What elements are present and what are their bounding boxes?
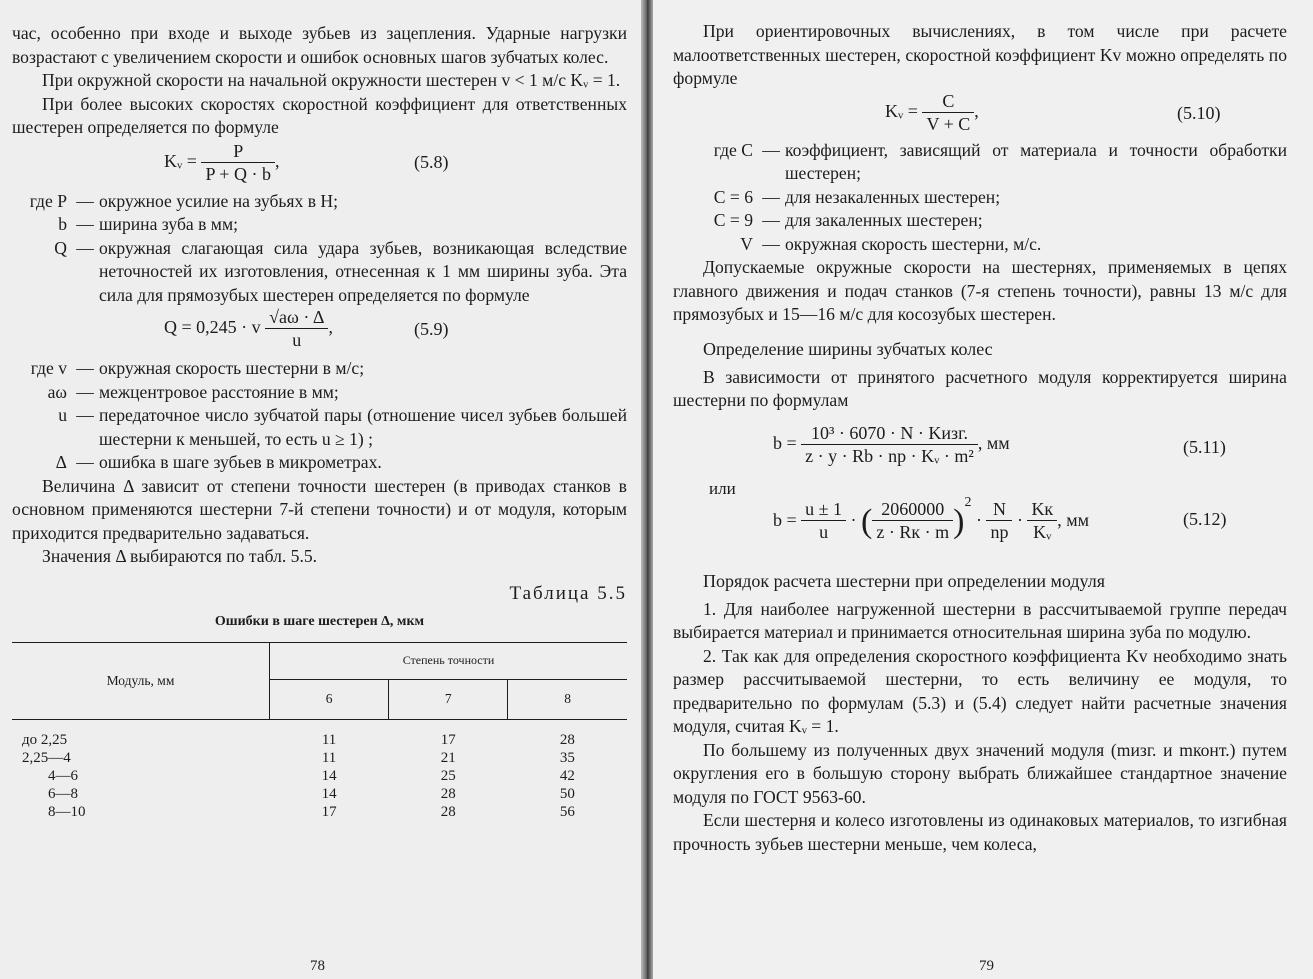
definition-symbol: b bbox=[58, 214, 67, 234]
formula-denominator: z · y · Rb · nр · Kᵥ · m² bbox=[805, 445, 974, 466]
formula-numerator: u ± 1 bbox=[801, 499, 846, 521]
error-table bbox=[12, 642, 627, 822]
table-cell: 17 bbox=[321, 803, 337, 820]
definition-dash: — bbox=[762, 210, 780, 230]
definition-item bbox=[12, 451, 627, 475]
section-heading-width: Определение ширины зубчатых колес bbox=[703, 338, 993, 359]
definition-item bbox=[673, 209, 1287, 233]
table-row bbox=[12, 767, 627, 785]
table-row bbox=[12, 749, 627, 767]
definition-item bbox=[12, 213, 627, 237]
table-header-degree: Степень точности bbox=[270, 642, 628, 680]
table-row bbox=[12, 785, 627, 803]
definition-dash: — bbox=[76, 237, 94, 258]
definition-item bbox=[673, 139, 1287, 186]
formula-denominator: u bbox=[292, 330, 302, 350]
formula-numerator: √aω · Δ bbox=[265, 307, 328, 329]
left-paragraph-5: Значения Δ выбираются по табл. 5.5. bbox=[42, 546, 318, 566]
formula-denominator: z · Rк · m bbox=[876, 522, 950, 543]
definition-dash: — bbox=[76, 405, 94, 425]
definition-text: ошибка в шаге зубьев в микрометрах. bbox=[99, 452, 382, 472]
table-header-degree-7: 7 bbox=[389, 680, 508, 719]
formula-denominator: u bbox=[819, 522, 829, 543]
table-cell: 35 bbox=[559, 749, 575, 766]
definition-lead: где bbox=[30, 358, 54, 378]
page-number-right: 79 bbox=[979, 958, 994, 974]
definition-text: окружная скорость шестерни в м/с; bbox=[99, 358, 365, 378]
definition-dash: — bbox=[76, 452, 94, 472]
table-cell: 21 bbox=[440, 749, 456, 766]
formula-5-11 bbox=[673, 419, 1287, 479]
equation-number: (5.12) bbox=[1183, 508, 1227, 529]
formula-lhs: b = bbox=[773, 509, 797, 530]
definition-item bbox=[12, 381, 627, 405]
definition-symbol: Q bbox=[54, 237, 67, 258]
definition-symbol: v bbox=[58, 358, 67, 378]
definition-dash: — bbox=[762, 139, 780, 160]
table-row bbox=[12, 731, 627, 749]
table-cell-module: 6—8 bbox=[48, 785, 78, 802]
definition-text: для незакаленных шестерен; bbox=[785, 186, 1001, 207]
formula-tail: , мм bbox=[977, 432, 1010, 453]
right-page bbox=[653, 0, 1313, 979]
left-paragraph-2: При окружной скорости на начальной окружности шестерен v < 1 м/с Kᵥ = 1. bbox=[42, 70, 621, 90]
formula-numerator: N bbox=[986, 499, 1012, 521]
formula-5-12 bbox=[673, 491, 1287, 551]
left-paragraph-3: При более высоких скоростях скоростной коэффициент для ответственных шестерен определяется по формуле bbox=[12, 93, 627, 137]
table-cell-module: до 2,25 bbox=[22, 731, 68, 748]
table-cell-module: 2,25—4 bbox=[22, 749, 71, 766]
definition-symbol: V bbox=[740, 233, 753, 254]
formula-denominator: V + C bbox=[926, 113, 971, 134]
definitions-list-3 bbox=[673, 139, 1287, 257]
definition-symbol: P bbox=[57, 190, 67, 211]
table-cell: 25 bbox=[440, 767, 456, 784]
definition-symbol: C = 9 bbox=[713, 210, 753, 230]
formula-tail: , bbox=[974, 100, 979, 121]
formula-dot: · bbox=[850, 509, 857, 530]
formula-numerator: C bbox=[922, 91, 974, 113]
left-paragraph-4: Величина Δ зависит от степени точности шестерен (в приводах станков в основном применяются шестерни 7-й степени точности) и от модуля, которым приходится предварительно задаваться. bbox=[12, 475, 627, 543]
definition-symbol: aω bbox=[47, 381, 67, 402]
definitions-list-1 bbox=[12, 190, 627, 308]
section-heading-procedure: Порядок расчета шестерни при определении модуля bbox=[703, 570, 1105, 591]
definition-text: окружная слагающая сила удара зубьев, возникающая вследствие неточностей их изготовления, отнесенная к 1 мм ширины зуба. Эта сила для прямозубых шестерен определяется по формуле bbox=[99, 237, 627, 305]
definition-lead: где bbox=[29, 190, 53, 211]
formula-5-10 bbox=[673, 91, 1287, 139]
right-paragraph-5: 2. Так как для определения скоростного коэффициента Kv необходимо знать размер рассчитываемой шестерни, то есть величину ее модуля, то предварительно по формулам (5.3) и (5.4) следует найти расчетные значения модуля, считая Kᵥ = 1. bbox=[673, 645, 1287, 736]
table-cell-module: 8—10 bbox=[48, 803, 86, 820]
definition-dash: — bbox=[762, 233, 780, 254]
formula-tail: , bbox=[328, 317, 333, 338]
definition-text: передаточное число зубчатой пары (отношение чисел зубьев большей шестерни к меньшей, то есть u ≥ 1) ; bbox=[99, 405, 627, 449]
left-paragraph-1: час, особенно при входе и выходе зубьев из зацепления. Ударные нагрузки возрастают с увеличением скорости и ошибок основных шагов зубчатых колес. bbox=[12, 23, 627, 67]
formula-lhs: Q = 0,245 · v bbox=[164, 317, 261, 338]
table-header-module: Модуль, мм bbox=[12, 642, 270, 719]
definition-item bbox=[12, 237, 627, 308]
or-word: или bbox=[709, 478, 736, 498]
definition-dash: — bbox=[76, 190, 94, 211]
definition-item bbox=[673, 233, 1287, 257]
page-number-left: 78 bbox=[310, 958, 325, 974]
definition-text: окружное усилие на зубьях в Н; bbox=[99, 190, 339, 211]
equation-number: (5.11) bbox=[1183, 436, 1226, 457]
definitions-list-2 bbox=[12, 357, 627, 475]
table-cell-module: 4—6 bbox=[48, 767, 78, 784]
definition-item bbox=[12, 190, 627, 214]
formula-dot: · bbox=[1016, 509, 1023, 530]
right-paragraph-3: В зависимости от принятого расчетного модуля корректируется ширина шестерни по формулам bbox=[673, 366, 1287, 410]
table-cell: 50 bbox=[559, 785, 575, 802]
formula-numerator: P bbox=[201, 141, 275, 163]
right-paragraph-6: По большему из полученных двух значений модуля (mизг. и mконт.) путем округления его в большую сторону выбрать ближайшее стандартное значение модуля по ГОСТ 9563-60. bbox=[673, 739, 1287, 807]
formula-open-paren: ( bbox=[861, 502, 873, 540]
formula-numerator: 2060000 bbox=[872, 499, 953, 521]
right-paragraph-4: 1. Для наиболее нагруженной шестерни в рассчитываемой группе передач выбирается материал и принимается относительная ширина зуба по модулю. bbox=[673, 598, 1287, 642]
definition-text: для закаленных шестерен; bbox=[785, 210, 983, 230]
table-cell: 14 bbox=[321, 785, 337, 802]
definition-text: межцентровое расстояние в мм; bbox=[99, 381, 339, 402]
table-cell: 56 bbox=[559, 803, 575, 820]
formula-numerator: 10³ · 6070 · N · Kизг. bbox=[801, 423, 978, 445]
formula-denominator: P + Q · b bbox=[205, 163, 271, 184]
table-cell: 28 bbox=[440, 803, 456, 820]
table-cell: 14 bbox=[321, 767, 337, 784]
definition-item bbox=[673, 186, 1287, 210]
formula-dot: · bbox=[975, 509, 982, 530]
table-cell: 11 bbox=[321, 749, 337, 766]
formula-lhs: b = bbox=[773, 432, 797, 453]
table-cell: 17 bbox=[440, 731, 456, 748]
table-cell: 28 bbox=[440, 785, 456, 802]
table-label: Таблица 5.5 bbox=[509, 582, 627, 604]
formula-denominator: Kᵥ bbox=[1033, 522, 1052, 543]
right-paragraph-1: При ориентировочных вычислениях, в том числе при расчете малоответственных шестерен, скоростной коэффициент Kv можно определять по формуле bbox=[673, 21, 1287, 88]
definition-dash: — bbox=[76, 214, 94, 234]
equation-number: (5.10) bbox=[1177, 102, 1221, 123]
definition-lead: где bbox=[713, 139, 737, 160]
formula-exponent: 2 bbox=[964, 494, 972, 510]
definition-symbol: u bbox=[58, 405, 67, 425]
formula-5-9 bbox=[12, 307, 627, 357]
definition-item bbox=[12, 357, 627, 381]
table-cell: 11 bbox=[321, 731, 337, 748]
equation-number: (5.9) bbox=[414, 319, 449, 339]
definition-item bbox=[12, 404, 627, 451]
definition-text: коэффициент, зависящий от материала и точности обработки шестерен; bbox=[785, 139, 1287, 183]
formula-numerator: Kк bbox=[1027, 499, 1057, 521]
formula-denominator: nр bbox=[990, 522, 1009, 543]
table-row bbox=[12, 803, 627, 821]
equation-number: (5.8) bbox=[414, 151, 449, 172]
formula-lhs: Kᵥ = bbox=[885, 100, 918, 121]
definition-text: ширина зуба в мм; bbox=[99, 214, 238, 234]
table-header-degree-6: 6 bbox=[270, 680, 389, 719]
formula-5-8 bbox=[12, 140, 627, 190]
definition-symbol: Δ bbox=[55, 452, 67, 472]
table-title: Ошибки в шаге шестерен Δ, мкм bbox=[214, 613, 425, 629]
formula-close-paren: ) bbox=[953, 502, 965, 540]
table-header-degree-8: 8 bbox=[508, 680, 627, 719]
left-page bbox=[0, 0, 641, 979]
definition-dash: — bbox=[76, 358, 94, 378]
book-gutter bbox=[641, 0, 653, 979]
formula-lhs: Kᵥ = bbox=[164, 150, 197, 171]
table-cell: 28 bbox=[559, 731, 575, 748]
definition-text: окружная скорость шестерни, м/с. bbox=[785, 233, 1042, 254]
formula-tail: , bbox=[274, 150, 280, 171]
right-paragraph-2: Допускаемые окружные скорости на шестернях, применяемых в цепях главного движения и подач станков (7-я степень точности), равны 13 м/с для прямозубых и 15—16 м/с для косозубых шестерен. bbox=[673, 257, 1287, 324]
formula-tail: , мм bbox=[1057, 509, 1089, 530]
definition-dash: — bbox=[76, 381, 94, 402]
right-paragraph-7: Если шестерня и колесо изготовлены из одинаковых материалов, то изгибная прочность зубьев шестерни меньше, чем колеса, bbox=[673, 810, 1287, 854]
table-cell: 42 bbox=[559, 767, 575, 784]
definition-dash: — bbox=[762, 186, 780, 207]
definition-symbol: C bbox=[741, 139, 753, 160]
definition-symbol: C = 6 bbox=[713, 186, 753, 207]
